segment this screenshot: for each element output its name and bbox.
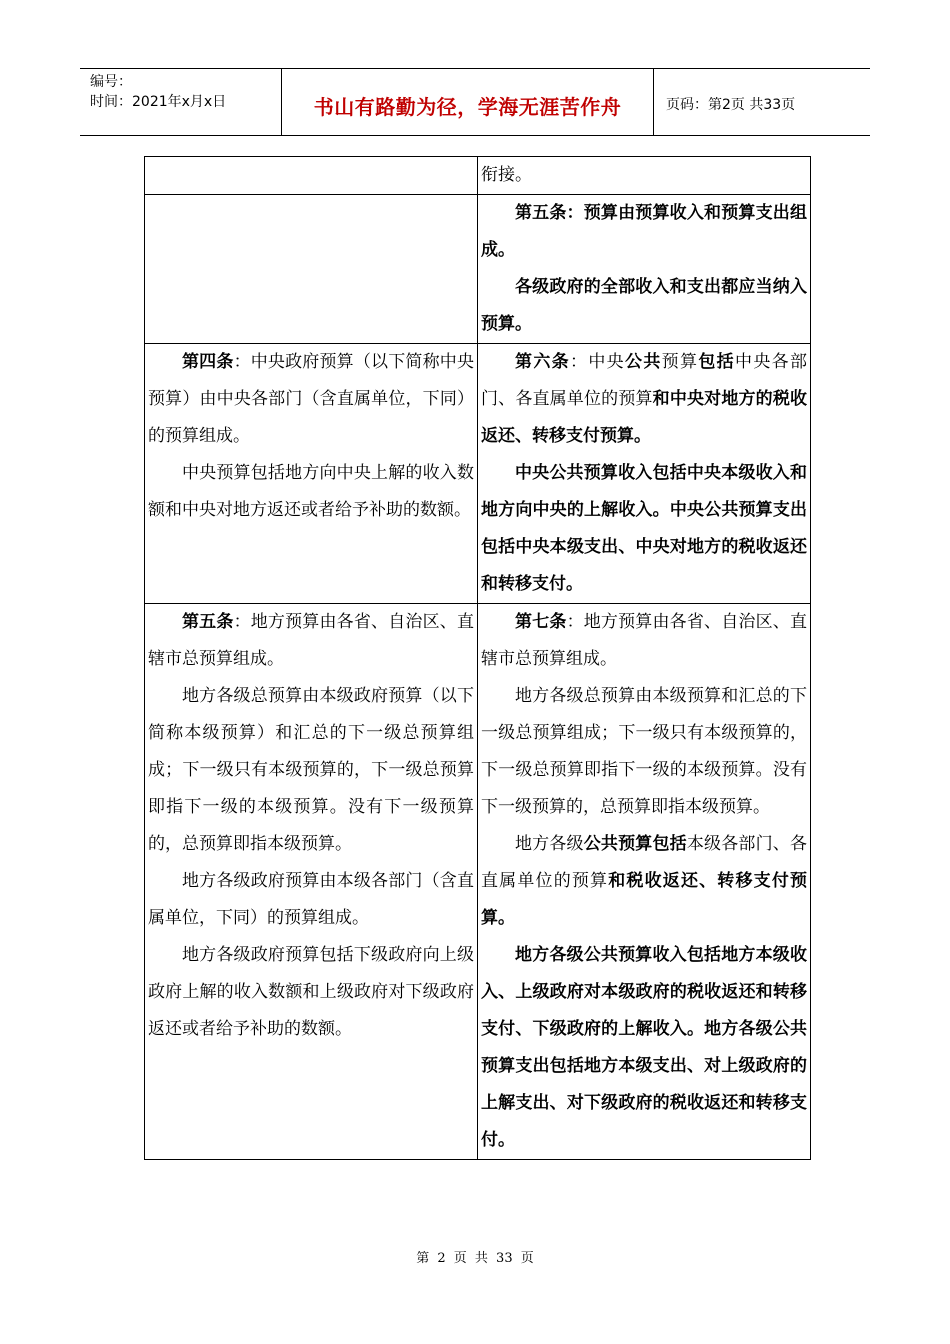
article-heading: 第六条 <box>515 352 570 372</box>
header-motto: 书山有路勤为径，学海无涯苦作舟 <box>313 95 622 119</box>
article-text: ：地方预算由各省、自治区、直辖市总预算组成。 <box>481 612 807 669</box>
table-row <box>145 157 811 195</box>
left-cell <box>145 344 478 604</box>
article-heading: 第五条 <box>182 612 234 632</box>
article-text-bold: 和税收返还、转移支付预算。 <box>481 871 808 928</box>
article-text: ：中央政府预算（以下简称中央预算）由中央各部门（含直属单位，下同）的预算组成。 <box>148 352 474 446</box>
left-cell <box>145 195 478 344</box>
paragraph: 地方各级政府预算包括下级政府向上级政府上解的收入数额和上级政府对下级政府返还或者给予补助的数额。 <box>148 945 474 1039</box>
document-time-label: 时间：2021年x月x日 <box>90 94 227 110</box>
table-row <box>145 344 811 604</box>
page-footer: 第 2 页 共 33 页 <box>416 1251 534 1266</box>
article-text: ：地方预算由各省、自治区、直辖市总预算组成。 <box>148 612 474 669</box>
header-page-cell <box>654 69 870 135</box>
paragraph <box>481 826 807 937</box>
table-row <box>145 195 811 344</box>
article-heading: 第四条 <box>182 352 234 372</box>
paragraph <box>481 344 807 455</box>
page-header <box>80 68 870 136</box>
table-row <box>145 604 811 1160</box>
document-number-label: 编号： <box>90 74 132 90</box>
paragraph: 地方各级总预算由本级预算和汇总的下一级总预算组成；下一级只有本级预算的，下一级总预算即指下一级的本级预算。没有下一级预算的，总预算即指本级预算。 <box>481 686 807 817</box>
right-cell <box>478 195 811 344</box>
header-page-label: 页码：第2页 共33页 <box>666 97 796 113</box>
right-cell <box>478 604 811 1160</box>
article-text-bold: 和中央对地方的税收返还、转移支付预算。 <box>481 389 808 446</box>
paragraph: 地方各级公共预算收入包括地方本级收入、上级政府对本级政府的税收返还和转移支付、下级政府的上解收入。地方各级公共预算支出包括地方本级支出、对上级政府的上解支出、对下级政府的税收返还和转移支付。 <box>481 945 807 1150</box>
article-text-bold: 公共 <box>625 352 662 372</box>
article-text: 本级各部门、各直属单位的预算 <box>481 834 807 891</box>
article-text: 地方各级 <box>515 834 584 854</box>
article-text-bold: 包括 <box>698 352 736 372</box>
paragraph <box>148 604 474 678</box>
paragraph: 中央公共预算收入包括中央本级收入和地方向中央的上解收入。中央公共预算支出包括中央本级支出、中央对地方的税收返还和转移支付。 <box>481 463 807 594</box>
paragraph: 衔接。 <box>481 165 532 185</box>
paragraph: 地方各级政府预算由本级各部门（含直属单位，下同）的预算组成。 <box>148 871 474 928</box>
article-text: ：中央 <box>570 352 625 372</box>
paragraph: 中央预算包括地方向中央上解的收入数额和中央对地方返还或者给予补助的数额。 <box>148 463 474 520</box>
paragraph: 第五条：预算由预算收入和预算支出组成。 <box>481 203 807 260</box>
header-motto-cell <box>282 69 654 135</box>
paragraph: 各级政府的全部收入和支出都应当纳入预算。 <box>481 277 807 334</box>
right-cell <box>478 157 811 195</box>
left-cell <box>145 157 478 195</box>
paragraph <box>481 604 807 678</box>
comparison-table <box>144 156 811 1160</box>
paragraph: 地方各级总预算由本级政府预算（以下简称本级预算）和汇总的下一级总预算组成；下一级只有本级预算的，下一级总预算即指下一级的本级预算。没有下一级预算的，总预算即指本级预算。 <box>148 686 474 854</box>
right-cell <box>478 344 811 604</box>
left-cell <box>145 604 478 1160</box>
article-text-bold: 公共预算包括 <box>583 834 687 854</box>
paragraph <box>148 344 474 455</box>
article-text: 预算 <box>661 352 699 372</box>
article-heading: 第七条 <box>515 612 567 632</box>
header-meta <box>80 69 282 135</box>
article-text: 中央各部门、各直属单位的预算 <box>481 352 808 409</box>
